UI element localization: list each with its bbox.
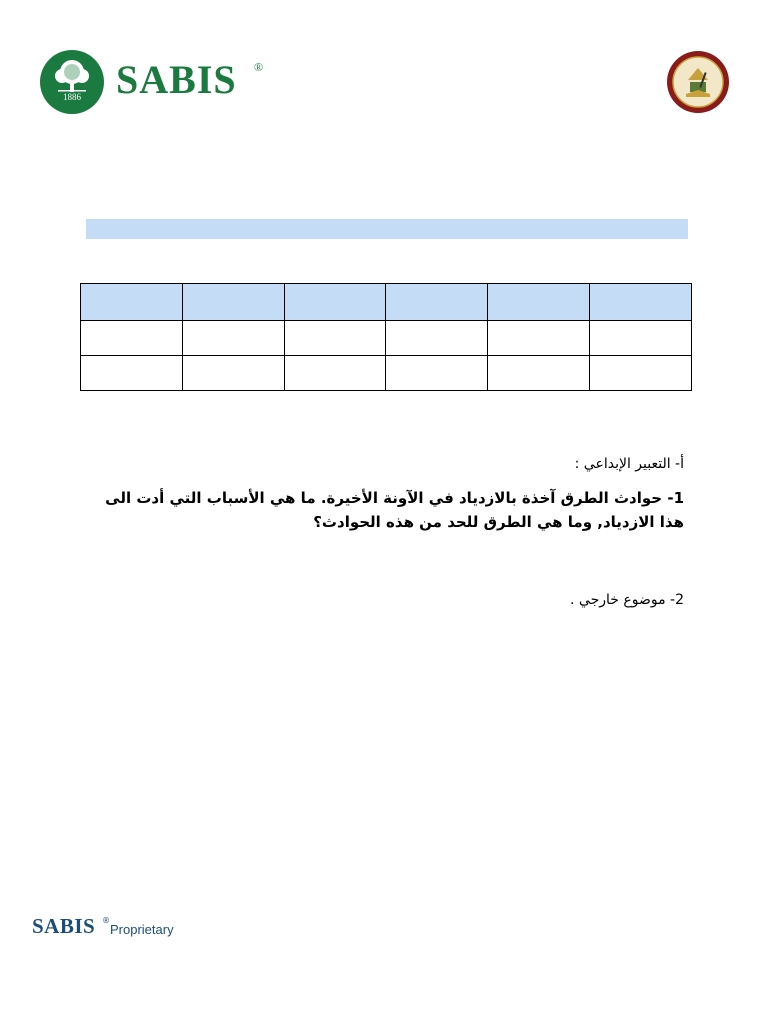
table-cell (386, 356, 488, 391)
table-row (81, 356, 692, 391)
table-cell (182, 321, 284, 356)
table-header-cell (182, 284, 284, 321)
table-cell (488, 321, 590, 356)
table-header-cell (386, 284, 488, 321)
table-header-row (81, 284, 692, 321)
table-cell (81, 321, 183, 356)
tree-icon (40, 50, 104, 114)
footer-logo (32, 914, 192, 942)
title-bar (86, 219, 688, 239)
table-header-cell (284, 284, 386, 321)
table-header-cell (488, 284, 590, 321)
table-cell (386, 321, 488, 356)
table-cell (488, 356, 590, 391)
question-2: 2- موضوع خارجي . (570, 592, 684, 608)
brand-name: SABIS (116, 57, 237, 102)
school-crest-icon (666, 50, 730, 114)
footer-registered-mark: ® (102, 916, 110, 925)
footer-brand: SABIS (32, 914, 96, 938)
table-cell (590, 356, 692, 391)
table-cell (182, 356, 284, 391)
table-header-cell (81, 284, 183, 321)
table-cell (284, 356, 386, 391)
table-cell (284, 321, 386, 356)
table-row (81, 321, 692, 356)
registered-mark: ® (254, 60, 264, 74)
section-heading: أ- التعبير الإبداعي : (574, 456, 684, 472)
table-cell (81, 356, 183, 391)
footer-proprietary: Proprietary (110, 922, 174, 937)
question-1: 1- حوادث الطرق آخذة بالازدياد في الآونة الأخيرة. ما هي الأسباب التي أدت الى هذا الازدياد, وما هي الطرق للحد من هذه الحوادث؟ (105, 489, 684, 531)
table-header-cell (590, 284, 692, 321)
logo-year: 1886 (63, 92, 81, 102)
table-cell (590, 321, 692, 356)
sabis-logo (40, 50, 280, 114)
score-table (80, 283, 692, 391)
